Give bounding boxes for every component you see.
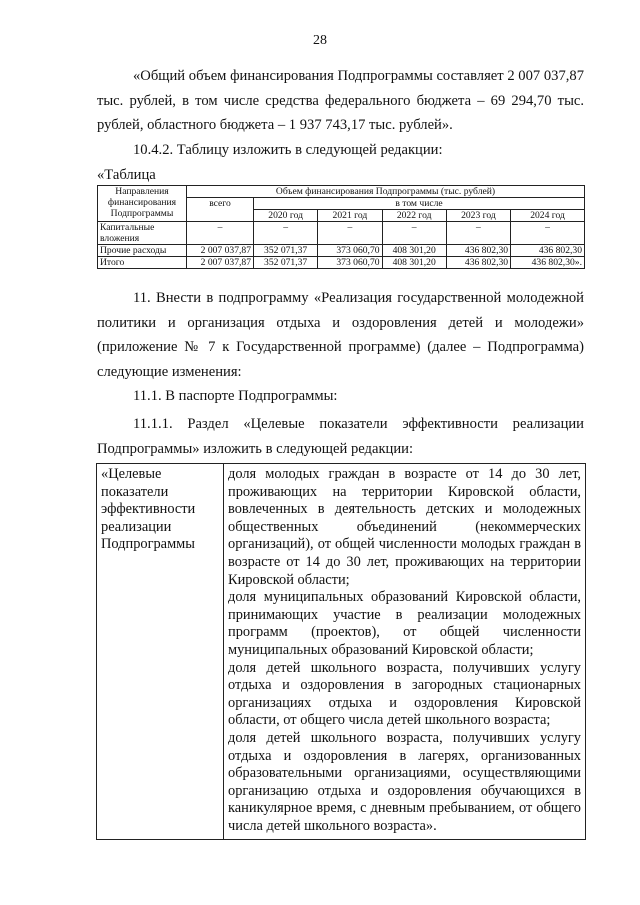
- header-year: 2022 год: [382, 210, 446, 222]
- passport-paragraph: [97, 384, 584, 409]
- table-header-row: [98, 186, 585, 198]
- row-value: 408 301,20: [382, 245, 446, 257]
- header-volume: Объем финансирования Подпрограммы (тыс. рублей): [187, 186, 585, 198]
- table-row: [97, 464, 586, 840]
- page-number: 28: [313, 33, 327, 48]
- financing-text: «Общий объем финансирования Подпрограммы составляет 2 007 037,87 тыс. рублей, в том числе средства федерального бюджета – 69 294,70 тыс. рублей, областного бюджета – 1 937 743,17 тыс. рублей».: [97, 68, 584, 133]
- section-paragraph: [97, 412, 584, 461]
- row-value: –: [382, 222, 446, 245]
- row-value: –: [318, 222, 382, 245]
- row-value: 408 301,20: [382, 257, 446, 269]
- header-including: в том числе: [254, 198, 585, 210]
- indicators-label: «Целевые показатели эффективности реализации Подпрограммы: [97, 464, 224, 840]
- row-value: –: [511, 222, 585, 245]
- table-row: [98, 257, 585, 269]
- amendment-paragraph: [97, 286, 584, 384]
- row-value: –: [446, 222, 510, 245]
- header-total: всего: [187, 198, 254, 222]
- row-value: –: [254, 222, 318, 245]
- list-item: доля детей школьного возраста, получивших услугу отдыха и оздоровления в загородных стационарных организациях отдыха и оздоровления Кировской области, от общего числа детей школьного возраста;: [228, 659, 581, 729]
- table-intro-text: 10.4.2. Таблицу изложить в следующей редакции:: [133, 142, 443, 158]
- section-text: 11.1.1. Раздел «Целевые показатели эффективности реализации Подпрограммы» изложить в следующей редакции:: [97, 416, 584, 457]
- row-total: 2 007 037,87: [187, 245, 254, 257]
- passport-text: 11.1. В паспорте Подпрограммы:: [133, 388, 338, 404]
- list-item: доля детей школьного возраста, получивших услугу отдыха и оздоровления в лагерях, организованных образовательными организациями, осуществляющими организацию отдыха и оздоровления обучающихся в каникулярное время, с дневным пребыванием, от общего числа детей школьного возраста».: [228, 729, 581, 834]
- row-value: 436 802,30».: [511, 257, 585, 269]
- amendment-text: 11. Внести в подпрограмму «Реализация государственной молодежной политики и организация отдыха и оздоровления детей и молодежи» (приложение № 7 к Государственной программе) (далее – Подпрограмма) следующие изменения:: [97, 290, 584, 380]
- row-value: 352 071,37: [254, 245, 318, 257]
- row-name: Капитальные вложения: [98, 222, 187, 245]
- list-item: доля муниципальных образований Кировской области, принимающих участие в реализации молодежных программ (проектов), от общей численности муниципальных образований Кировской области;: [228, 589, 581, 658]
- financing-table: [97, 185, 585, 269]
- row-total: 2 007 037,87: [187, 257, 254, 269]
- table-intro: [97, 138, 584, 187]
- table-row: [98, 245, 585, 257]
- row-value: 436 802,30: [511, 245, 585, 257]
- target-indicators-table: [96, 463, 586, 840]
- header-year: 2024 год: [511, 210, 585, 222]
- row-value: 436 802,30: [446, 257, 510, 269]
- header-year: 2021 год: [318, 210, 382, 222]
- table-row: [98, 222, 585, 245]
- row-name: Прочие расходы: [98, 245, 187, 257]
- row-value: 352 071,37: [254, 257, 318, 269]
- header-year: 2020 год: [254, 210, 318, 222]
- header-directions: Направления финансирования Подпрограммы: [98, 186, 187, 222]
- row-total: –: [187, 222, 254, 245]
- table-caption: «Таблица: [97, 166, 156, 183]
- row-name: Итого: [98, 257, 187, 269]
- row-value: 373 060,70: [318, 245, 382, 257]
- row-value: 436 802,30: [446, 245, 510, 257]
- header-year: 2023 год: [446, 210, 510, 222]
- financing-paragraph: [97, 64, 584, 138]
- list-item: доля молодых граждан в возрасте от 14 до 30 лет, проживающих на территории Кировской области, вовлеченных в деятельность детских и молодежных общественных объединений (некоммерческих организаций), от общей численности молодых граждан в возрасте от 14 до 30 лет, проживающих на территории Кировской области;: [228, 466, 581, 588]
- indicators-list: [224, 464, 586, 840]
- row-value: 373 060,70: [318, 257, 382, 269]
